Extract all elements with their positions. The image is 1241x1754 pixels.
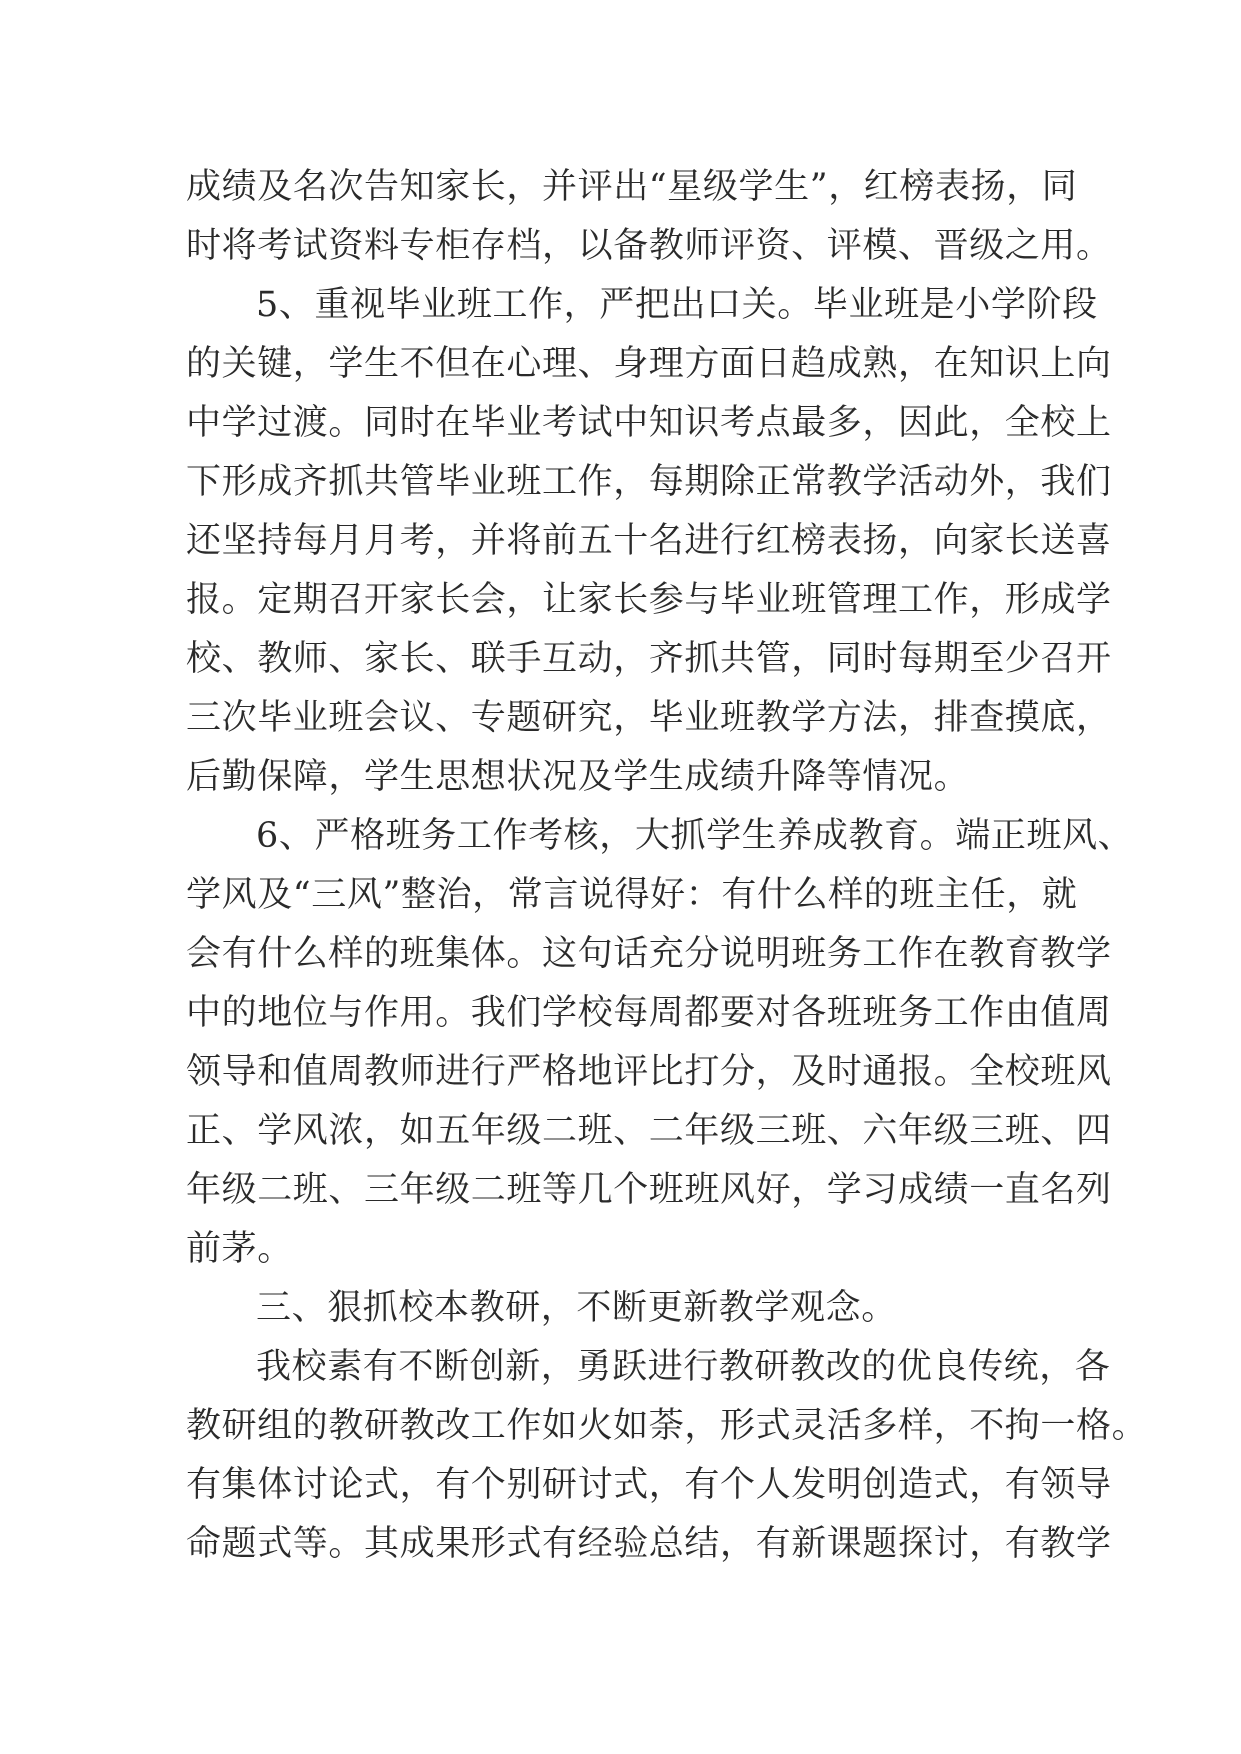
text-line: 会有什么样的班集体。这句话充分说明班务工作在教育教学 [186, 934, 1112, 974]
text-line: 的关键，学生不但在心理、身理方面日趋成熟，在知识上向 [186, 344, 1112, 384]
text-line: 中的地位与作用。我们学校每周都要对各班班务工作由值周 [186, 993, 1112, 1033]
section-heading: 三、狠抓校本教研，不断更新教学观念。 [256, 1288, 897, 1328]
text-line: 6、严格班务工作考核，大抓学生养成教育。端正班风、 [256, 816, 1134, 856]
text-line: 校、教师、家长、联手互动，齐抓共管，同时每期至少召开 [186, 639, 1112, 679]
text-line: 还坚持每月月考，并将前五十名进行红榜表扬，向家长送喜 [186, 521, 1112, 561]
text-line: 下形成齐抓共管毕业班工作，每期除正常教学活动外，我们 [186, 462, 1112, 502]
text-line: 学风及“三风”整治，常言说得好：有什么样的班主任，就 [186, 875, 1078, 915]
text-line: 成绩及名次告知家长，并评出“星级学生”，红榜表扬，同 [186, 167, 1078, 207]
text-line: 前茅。 [186, 1229, 293, 1269]
text-line: 时将考试资料专柜存档，以备教师评资、评模、晋级之用。 [186, 226, 1112, 266]
text-line: 有集体讨论式，有个别研讨式，有个人发明创造式，有领导 [186, 1465, 1112, 1505]
body-text [186, 158, 1148, 1574]
text-line: 报。定期召开家长会，让家长参与毕业班管理工作，形成学 [186, 580, 1112, 620]
text-line: 年级二班、三年级二班等几个班班风好，学习成绩一直名列 [186, 1170, 1112, 1210]
text-line: 教研组的教研教改工作如火如荼，形式灵活多样，不拘一格。 [186, 1406, 1148, 1446]
text-line: 5、重视毕业班工作，严把出口关。毕业班是小学阶段 [256, 285, 1098, 325]
text-line: 命题式等。其成果形式有经验总结，有新课题探讨，有教学 [186, 1524, 1112, 1564]
text-line: 后勤保障，学生思想状况及学生成绩升降等情况。 [186, 757, 970, 797]
text-line: 三次毕业班会议、专题研究，毕业班教学方法，排查摸底， [186, 698, 1112, 738]
text-line: 正、学风浓，如五年级二班、二年级三班、六年级三班、四 [186, 1111, 1112, 1151]
text-line: 中学过渡。同时在毕业考试中知识考点最多，因此，全校上 [186, 403, 1112, 443]
text-line: 领导和值周教师进行严格地评比打分，及时通报。全校班风 [186, 1052, 1112, 1092]
text-line: 我校素有不断创新，勇跃进行教研教改的优良传统，各 [256, 1347, 1111, 1387]
